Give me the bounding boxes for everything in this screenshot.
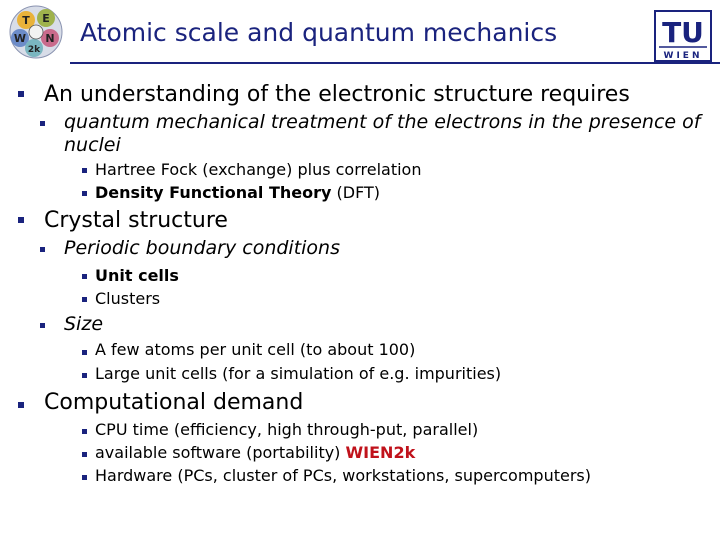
bullet-marker [18, 91, 24, 97]
bullet-hartree-fock: Hartree Fock (exchange) plus correlation [95, 160, 422, 179]
bullet-marker [82, 274, 87, 279]
bullet-computational-demand: Computational demand [44, 390, 304, 415]
bullet-marker [40, 121, 45, 126]
bullet-dft [95, 183, 380, 202]
logo-letter-w: W [13, 32, 27, 45]
bullet-marker [18, 217, 24, 223]
bullet-available-software [95, 443, 415, 462]
bullet-marker [18, 402, 24, 408]
logo-letter-e: E [42, 12, 50, 25]
logo-tu-text: TU [662, 16, 704, 49]
bullet-marker [40, 323, 45, 328]
bullet-marker [40, 247, 45, 252]
bullet-marker [82, 475, 87, 480]
wien2k-logo-icon [4, 2, 68, 62]
slide-title: Atomic scale and quantum mechanics [80, 18, 558, 47]
bullet-quantum-treatment: quantum mechanical treatment of the electrons in the presence of [64, 111, 701, 133]
bullet-large-unit-cells: Large unit cells (for a simulation of e.g. impurities) [95, 364, 502, 383]
bullet-marker [82, 297, 87, 302]
bullet-marker [82, 350, 87, 355]
dft-bold-text: Density Functional Theory [95, 183, 332, 202]
bullet-marker [82, 373, 87, 378]
bullet-crystal-structure: Crystal structure [44, 208, 228, 233]
bullet-electronic-structure: An understanding of the electronic structure requires [44, 82, 630, 107]
bullet-marker [82, 452, 87, 457]
title-divider [70, 62, 720, 64]
bullet-cpu-time: CPU time (efficiency, high through-put, parallel) [95, 420, 479, 439]
bullet-marker [82, 168, 87, 173]
bullet-hardware: Hardware (PCs, cluster of PCs, workstations, supercomputers) [95, 466, 591, 485]
logo-letter-2k: 2k [27, 45, 41, 55]
bullet-clusters: Clusters [95, 289, 161, 308]
bullet-marker [82, 429, 87, 434]
tu-wien-logo-icon [654, 10, 712, 62]
bullet-size: Size [64, 313, 104, 335]
software-text: available software (portability) [95, 443, 346, 462]
dft-rest-text: (DFT) [331, 183, 381, 202]
bullet-marker [82, 191, 87, 196]
bullet-unit-cells: Unit cells [95, 266, 179, 285]
logo-wien-text: WIEN [663, 51, 703, 61]
bullet-few-atoms: A few atoms per unit cell (to about 100) [95, 340, 416, 359]
wien2k-highlight: WIEN2k [345, 443, 416, 462]
logo-letter-n: N [45, 32, 55, 45]
logo-letter-t: T [22, 14, 30, 27]
bullet-quantum-treatment-cont: nuclei [64, 134, 121, 156]
bullet-periodic-boundary: Periodic boundary conditions [64, 237, 341, 259]
